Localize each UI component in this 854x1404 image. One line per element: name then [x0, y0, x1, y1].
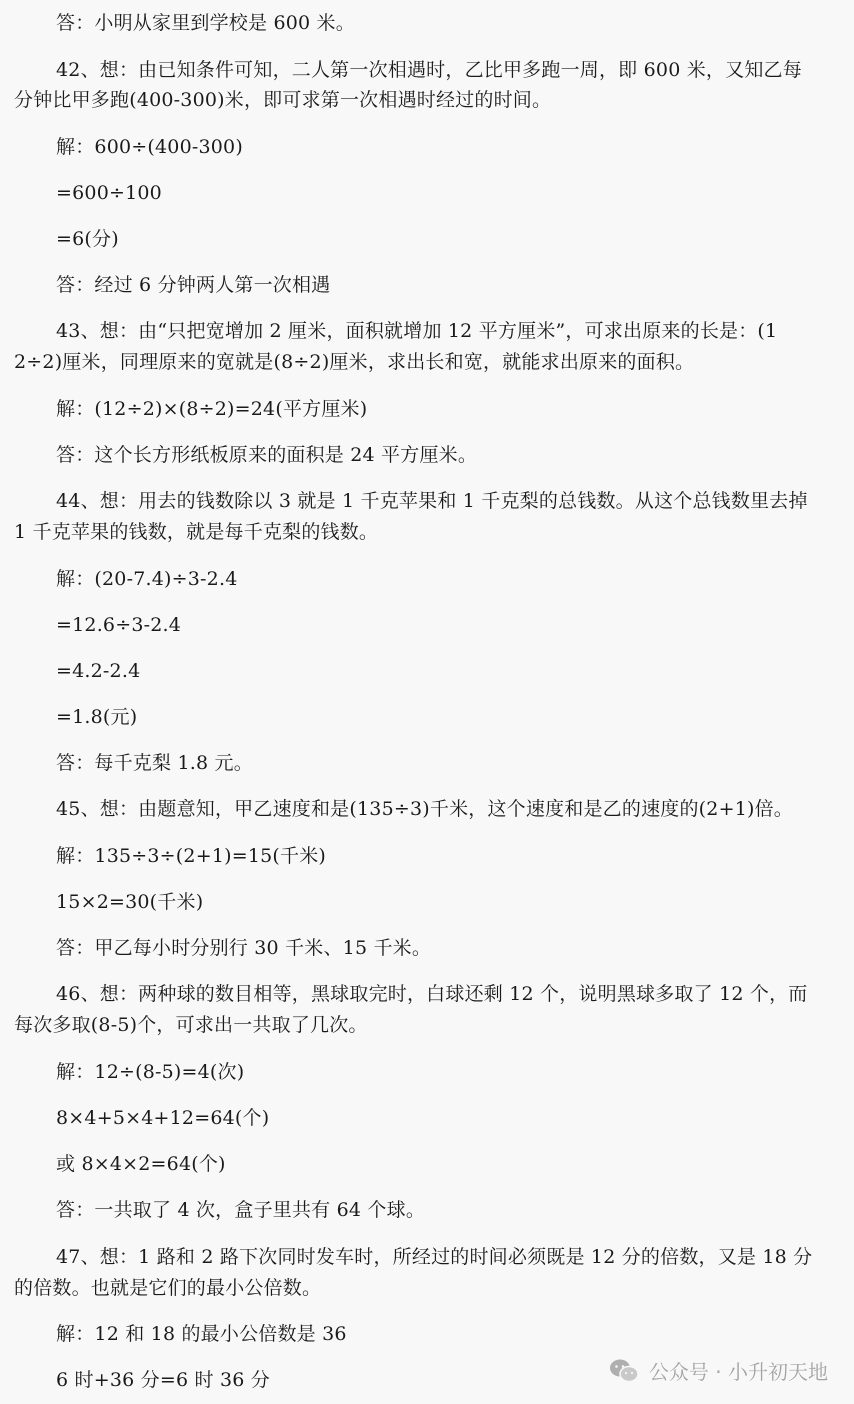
text-line: =600÷100: [56, 182, 162, 204]
text-line: 答：经过 6 分钟两人第一次相遇: [56, 274, 331, 296]
text-line: 解：(20-7.4)÷3-2.4: [56, 568, 238, 590]
text-line: 的倍数。也就是它们的最小公倍数。: [14, 1277, 322, 1299]
text-line: 答：每千克梨 1.8 元。: [56, 752, 253, 774]
text-line: 解：12 和 18 的最小公倍数是 36: [56, 1323, 347, 1345]
text-line: 或 8×4×2=64(个): [56, 1153, 226, 1175]
text-line: =6(分): [56, 228, 119, 250]
text-line: 每次多取(8-5)个，可求出一共取了几次。: [14, 1014, 368, 1036]
text-line: 43、想：由“只把宽增加 2 厘米，面积就增加 12 平方厘米”，可求出原来的长是：(1: [56, 320, 778, 342]
text-line: 42、想：由已知条件可知，二人第一次相遇时，乙比甲多跑一周，即 600 米，又知乙每: [56, 59, 802, 81]
text-line: 15×2=30(千米): [56, 891, 204, 913]
text-line: 6 时+36 分=6 时 36 分: [56, 1369, 270, 1391]
text-line: 解：135÷3÷(2+1)=15(千米): [56, 845, 327, 867]
text-line: 47、想：1 路和 2 路下次同时发车时，所经过的时间必须既是 12 分的倍数，又是 18 分: [56, 1246, 813, 1268]
watermark: [609, 1356, 828, 1385]
text-line: 46、想：两种球的数目相等，黑球取完时，白球还剩 12 个，说明黑球多取了 12 个，而: [56, 983, 808, 1005]
text-line: 44、想：用去的钱数除以 3 就是 1 千克苹果和 1 千克梨的总钱数。从这个总钱数里去掉: [56, 490, 808, 512]
text-line: 2÷2)厘米，同理原来的宽就是(8÷2)厘米，求出长和宽，就能求出原来的面积。: [14, 351, 695, 373]
text-line: =12.6÷3-2.4: [56, 614, 182, 636]
text-line: 8×4+5×4+12=64(个): [56, 1107, 270, 1129]
text-line: 答：甲乙每小时分别行 30 千米、15 千米。: [56, 937, 432, 959]
text-line: =4.2-2.4: [56, 660, 141, 682]
text-line: 答：一共取了 4 次，盒子里共有 64 个球。: [56, 1199, 426, 1221]
text-line: 1 千克苹果的钱数，就是每千克梨的钱数。: [14, 521, 379, 543]
text-line: =1.8(元): [56, 706, 138, 728]
watermark-text: 公众号 · 小升初天地: [648, 1360, 828, 1384]
text-line: 解：(12÷2)×(8÷2)=24(平方厘米): [56, 398, 368, 420]
text-line: 解：12÷(8-5)=4(次): [56, 1061, 245, 1083]
text-line: 答：小明从家里到学校是 600 米。: [56, 12, 355, 34]
text-line: 45、想：由题意知，甲乙速度和是(135÷3)千米，这个速度和是乙的速度的(2+1)倍。: [56, 798, 793, 820]
wechat-icon: [609, 1358, 639, 1384]
text-line: 分钟比甲多跑(400-300)米，即可求第一次相遇时经过的时间。: [14, 89, 552, 111]
text-line: 解：600÷(400-300): [56, 136, 243, 158]
text-line: 答：这个长方形纸板原来的面积是 24 平方厘米。: [56, 444, 478, 466]
